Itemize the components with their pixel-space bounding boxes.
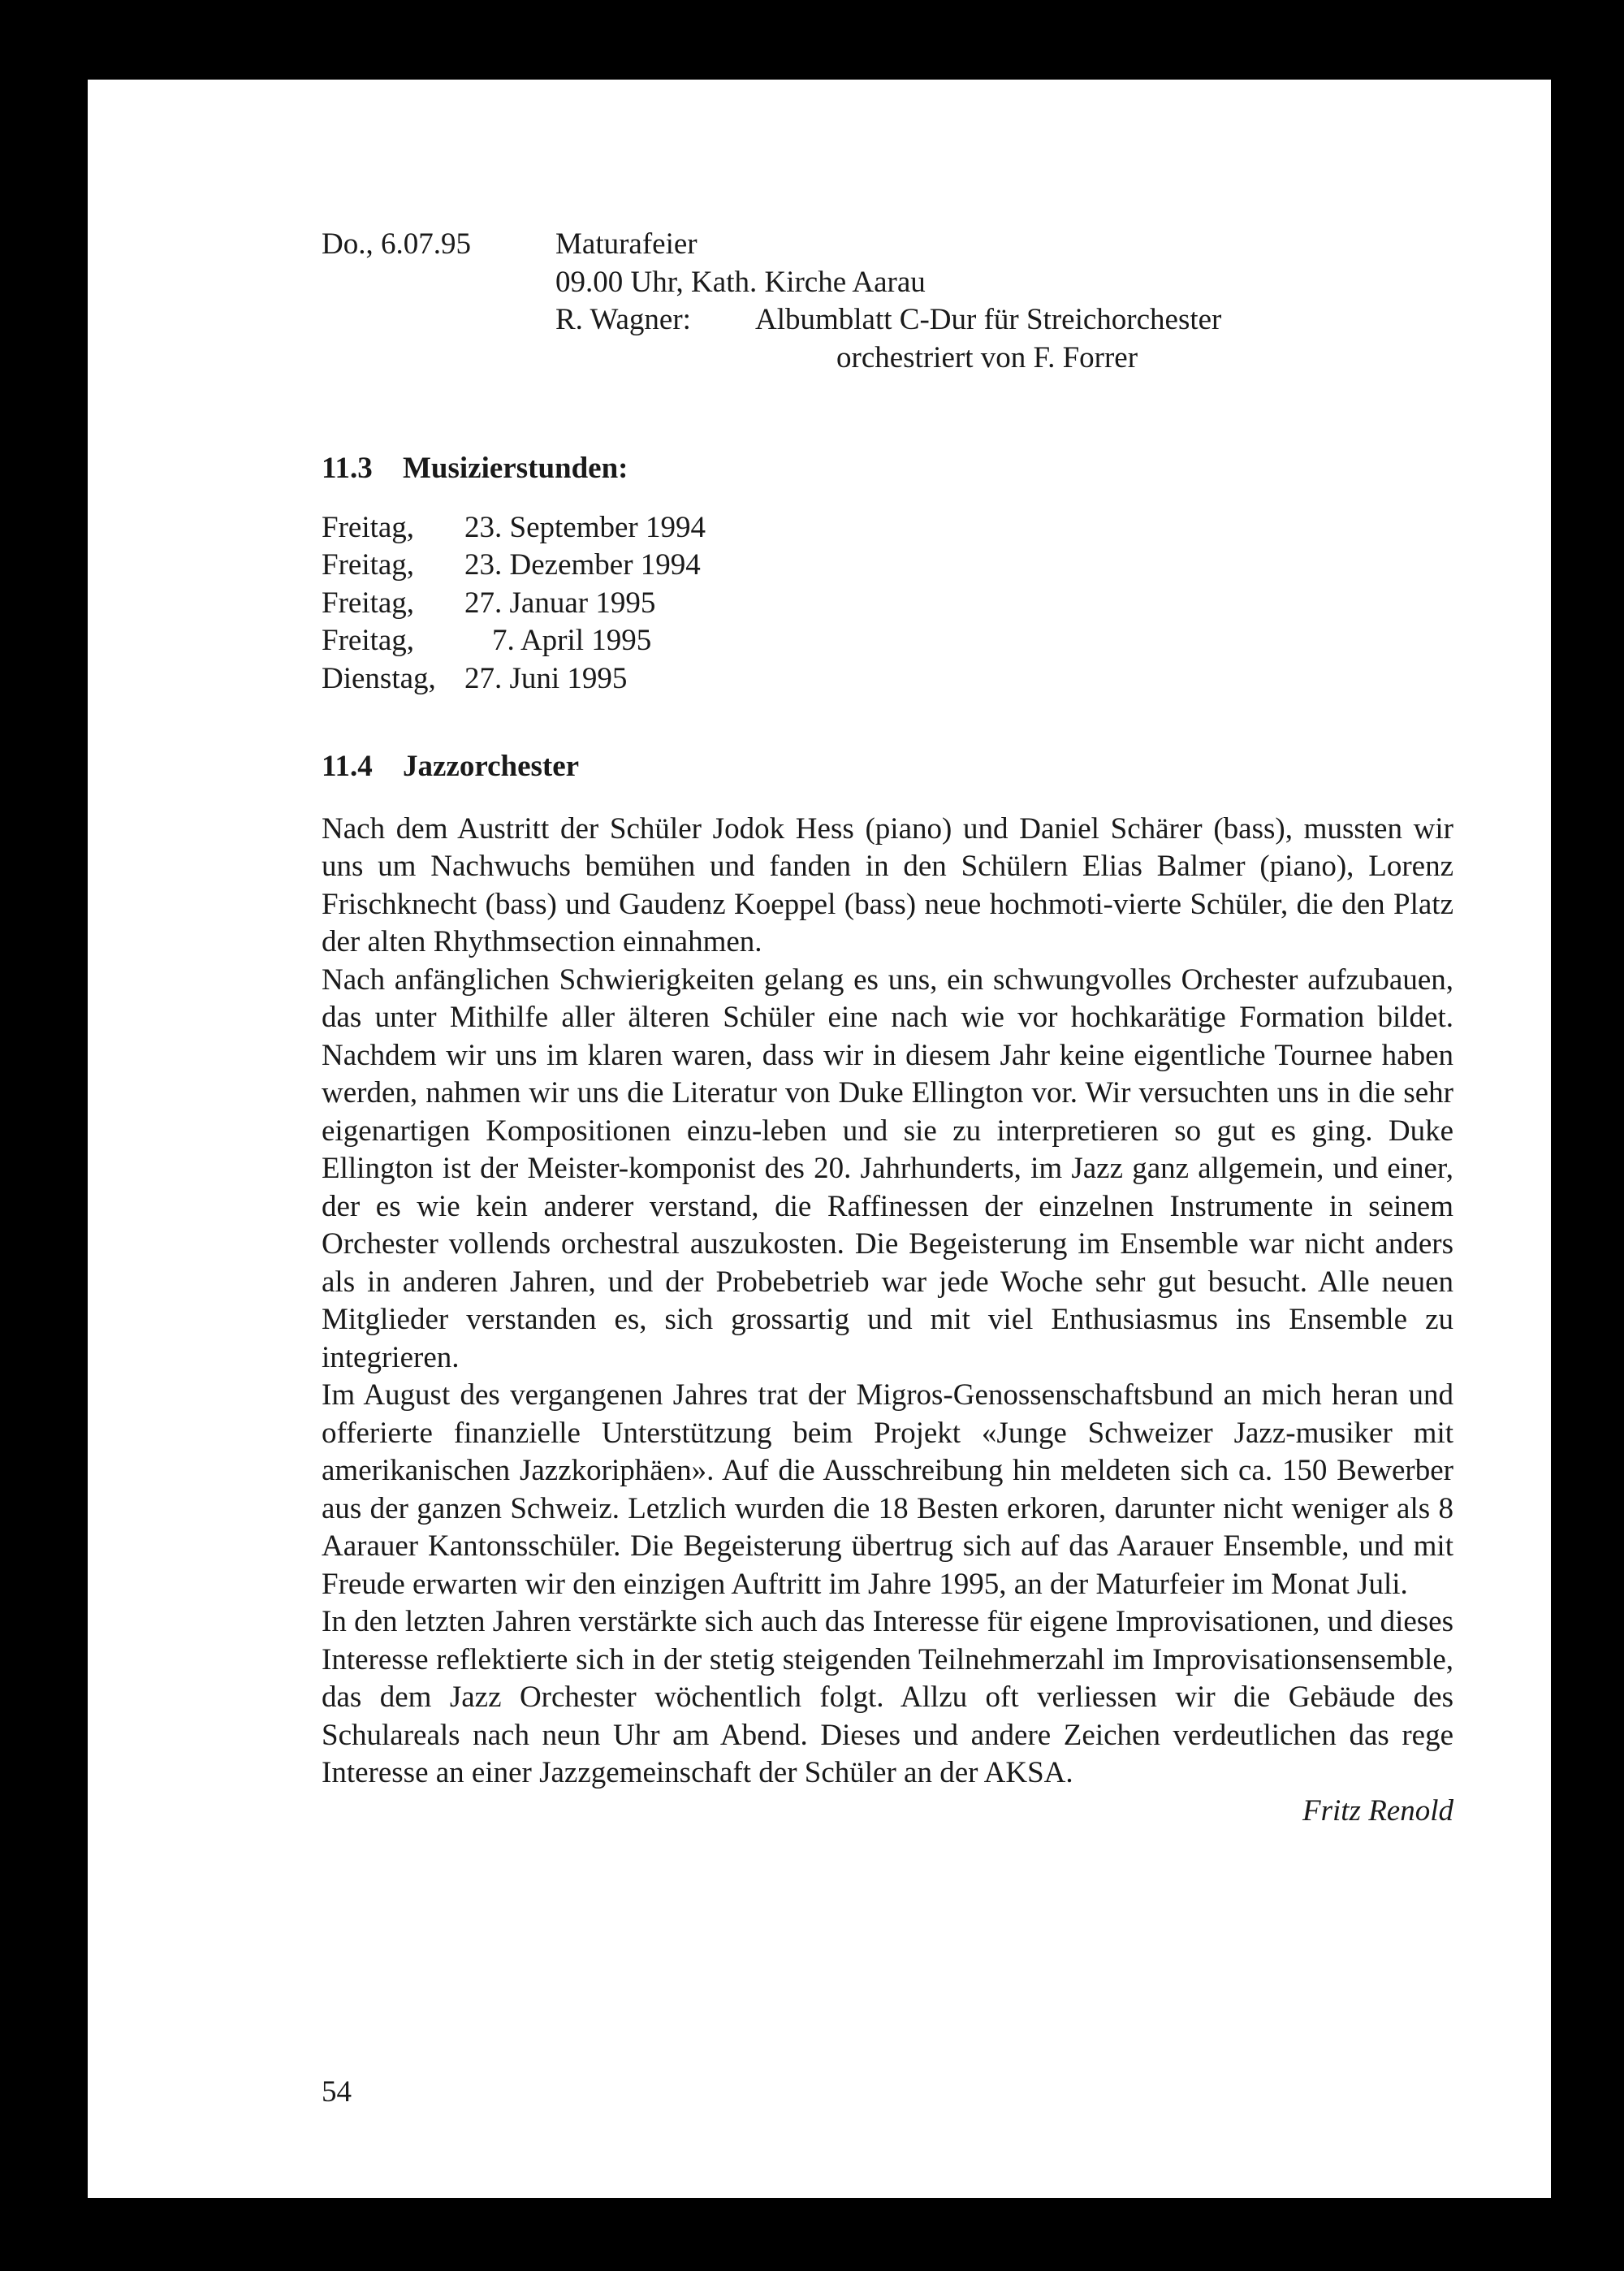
paragraph: Nach dem Austritt der Schüler Jodok Hess (piano) und Daniel Schärer (bass), mussten wir uns um Nachwuchs bemühen und fanden in den Schülern Elias Balmer (piano), Lorenz Frischknecht (bass) und Gaudenz Koeppel (bass) neue hochmoti-vierte Schüler, die den Platz der alten Rhythmsection einnahmen. — [322, 811, 1453, 958]
schedule-row — [322, 509, 1453, 547]
schedule-date: 7. April 1995 — [492, 624, 652, 657]
page-number: 54 — [322, 2075, 352, 2109]
event-row-3 — [322, 301, 1453, 340]
body-text — [322, 811, 1453, 1831]
section-title: Jazzorchester — [403, 750, 580, 783]
event-time-place: 09.00 Uhr, Kath. Kirche Aarau — [555, 265, 926, 299]
author-signature: Fritz Renold — [1302, 1793, 1453, 1828]
schedule-row — [322, 622, 1453, 660]
event-date: Do., 6.07.95 — [322, 227, 471, 261]
event-title: Maturafeier — [555, 227, 698, 261]
section-heading-11-4 — [322, 748, 1453, 786]
page-content — [322, 226, 1453, 1830]
paragraph: Im August des vergangenen Jahres trat der Migros-Genossenschaftsbund an mich heran und offerierte finanzielle Unterstützung beim Projekt «Junge Schweizer Jazz-musiker mit amerikanischen Jazzkoriphäen». Auf die Ausschreibung hin meldeten sich ca. 150 Bewerber aus der ganzen Schweiz. Letzlich wurden die 18 Besten erkoren, darunter nicht weniger als 8 Aarauer Kantonsschüler. Die Begeisterung übertrug sich auf das Aarauer Ensemble, und mit Freude erwarten wir den einzigen Auftritt im Jahre 1995, an der Maturfeier im Monat Juli. — [322, 1378, 1453, 1601]
schedule-list — [322, 509, 1453, 699]
schedule-row — [322, 585, 1453, 623]
schedule-date: 27. Juni 1995 — [464, 661, 628, 695]
paragraph: In den letzten Jahren verstärkte sich auch das Interesse für eigene Improvisationen, und dieses Interesse reflektierte sich in der stetig steigenden Teilnehmerzahl im Improvisationsensemble, das dem Jazz Orchester wöchentlich folgt. Allzu oft verliessen wir die Gebäude des Schulareals nach neun Uhr am Abend. Dieses und andere Zeichen verdeutlichen das rege Interesse an einer Jazzgemeinschaft der Schüler an der AKSA. — [322, 1605, 1453, 1789]
schedule-day: Freitag, — [322, 510, 415, 544]
schedule-row — [322, 547, 1453, 585]
document-page — [88, 80, 1551, 2198]
event-row-1 — [322, 226, 1453, 264]
schedule-day: Freitag, — [322, 624, 415, 657]
section-number: 11.3 — [322, 452, 373, 485]
event-arrangement: orchestriert von F. Forrer — [836, 340, 1138, 374]
event-row-4 — [322, 340, 1453, 378]
schedule-date: 23. Dezember 1994 — [464, 548, 701, 582]
schedule-date: 23. September 1994 — [464, 510, 706, 544]
section-heading-11-3 — [322, 450, 1453, 488]
event-composer: R. Wagner: — [555, 303, 691, 336]
schedule-date: 27. Januar 1995 — [464, 586, 656, 620]
schedule-row — [322, 660, 1453, 699]
schedule-day: Dienstag, — [322, 661, 436, 695]
schedule-day: Freitag, — [322, 548, 415, 582]
section-title: Musizierstunden: — [403, 452, 628, 485]
event-work: Albumblatt C-Dur für Streichorchester — [755, 303, 1222, 336]
schedule-day: Freitag, — [322, 586, 415, 620]
section-number: 11.4 — [322, 750, 373, 783]
event-block — [322, 226, 1453, 377]
paragraph: Nach anfänglichen Schwierigkeiten gelang es uns, ein schwungvolles Orchester aufzubauen, das unter Mithilfe aller älteren Schüler eine nach wie vor hochkarätige Formation bildet. Nachdem wir uns im klaren waren, dass wir in diesem Jahr keine eigentliche Tournee haben werden, nahmen wir uns die Literatur von Duke Ellington vor. Wir versuchten uns in die sehr eigenartigen Kompositionen einzu-leben und sie zu interpretieren so gut es ging. Duke Ellington ist der Meister-komponist des 20. Jahrhunderts, im Jazz ganz allgemein, und einer, der es wie kein anderer verstand, die Raffinessen der einzelnen Instrumente in seinem Orchester vollends orchestral auszukosten. Die Begeisterung im Ensemble war nicht anders als in anderen Jahren, und der Probebetrieb war jede Woche sehr gut besucht. Alle neuen Mitglieder verstanden es, sich grossartig und mit viel Enthusiasmus ins Ensemble zu integrieren. — [322, 962, 1453, 1374]
event-row-2 — [322, 264, 1453, 302]
